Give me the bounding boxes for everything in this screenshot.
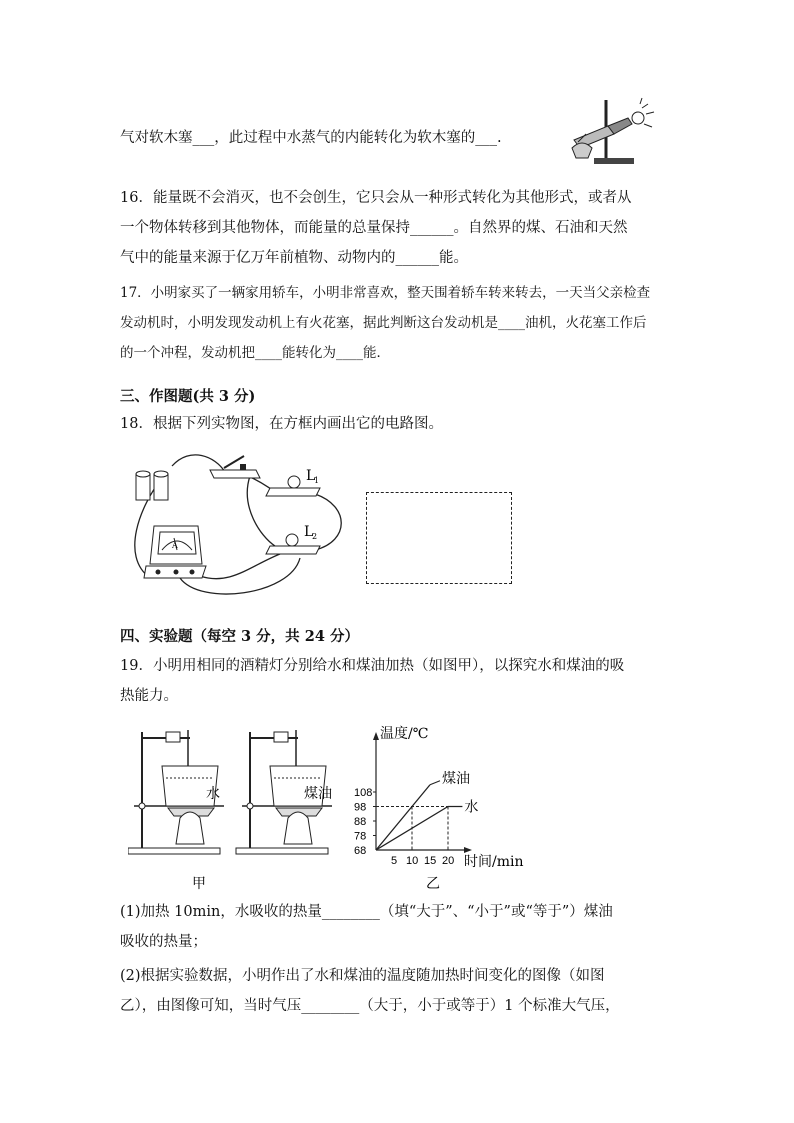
y-tick-label-2: 88: [354, 816, 367, 828]
bulb-l1-subscript: 1: [314, 476, 320, 485]
q15-tail-text: 气对软木塞___，此过程中水蒸气的内能转化为软木塞的___.: [120, 130, 502, 146]
y-tick-label-1: 98: [354, 801, 367, 814]
q16-line-1: 16．能量既不会消灭，也不会创生，它只会从一种形式转化为其他形式，或者从: [120, 190, 632, 206]
x-tick-label-0: 5: [391, 855, 398, 867]
section-3-heading: 三、作图题(共 3 分): [120, 388, 256, 405]
ammeter-label: A: [172, 541, 178, 550]
water-label: 水: [206, 786, 220, 802]
q16-line-3: 气中的能量来源于亿万年前植物、动物内的______能。: [120, 250, 468, 266]
figure-jia-heating-setups: [128, 722, 354, 892]
series-line-0: [376, 785, 430, 850]
section-4-heading: 四、实验题（每空 3 分，共 24 分）: [120, 628, 359, 645]
figure-yi-temperature-chart: [352, 722, 532, 892]
setup-kerosene: [236, 730, 332, 854]
series-label-0: 煤油: [442, 770, 470, 787]
q19-line-2: 热能力。: [120, 688, 178, 704]
x-tick-label-2: 15: [424, 855, 437, 867]
bulb-l2-subscript: 2: [312, 532, 318, 541]
series-label-1: 水: [464, 799, 479, 816]
y-tick-label-4: 68: [354, 845, 367, 857]
caption-yi: 乙: [426, 876, 440, 892]
q19-line-1: 19．小明用相同的酒精灯分别给水和煤油加热（如图甲），以探究水和煤油的吸: [120, 658, 625, 674]
steam-cork-apparatus-figure: [556, 96, 666, 168]
y-tick-label-3: 78: [354, 830, 367, 843]
bulb-l1-label: L: [306, 468, 316, 484]
q19-part2-line-2: 乙），由图像可知，当时气压________（大于，小于或等于）1 个标准大气压，: [120, 998, 620, 1014]
x-axis-label: 时间/min: [464, 854, 524, 870]
q17-line-2: 发动机时，小明发现发动机上有火花塞，据此判断这台发动机是____油机，火花塞工作后: [120, 315, 647, 331]
q18-text: 18．根据下列实物图，在方框内画出它的电路图。: [120, 416, 443, 432]
bulb-l2-label: L: [304, 524, 314, 540]
q19-part1-line-1: (1)加热 10min，水吸收的热量________（填“大于”、“小于”或“等于”）煤油: [120, 904, 613, 920]
x-tick-label-1: 10: [406, 855, 419, 867]
q17-line-1: 17．小明家买了一辆家用轿车，小明非常喜欢，整天围着轿车转来转去，一天当父亲检查: [120, 285, 651, 301]
circuit-physical-figure: [120, 446, 360, 606]
y-axis-label: 温度/℃: [380, 726, 429, 742]
q19-part2-line-1: (2)根据实验数据，小明作出了水和煤油的温度随加热时间变化的图像（如图: [120, 968, 605, 984]
kerosene-label: 煤油: [304, 786, 332, 802]
answer-box[interactable]: [366, 492, 512, 584]
y-tick-label-0: 108: [354, 787, 373, 799]
setup-water: [128, 730, 224, 854]
q17-line-3: 的一个冲程，发动机把____能转化为____能．: [120, 345, 390, 361]
x-tick-label-3: 20: [442, 855, 455, 867]
q19-part1-line-2: 吸收的热量；: [120, 934, 207, 950]
series-label-leader-0: [430, 781, 440, 785]
series-line-1: [376, 807, 462, 851]
q16-line-2: 一个物体转移到其他物体，而能量的总量保持______。自然界的煤、石油和天然: [120, 220, 628, 236]
caption-jia: 甲: [192, 876, 206, 892]
